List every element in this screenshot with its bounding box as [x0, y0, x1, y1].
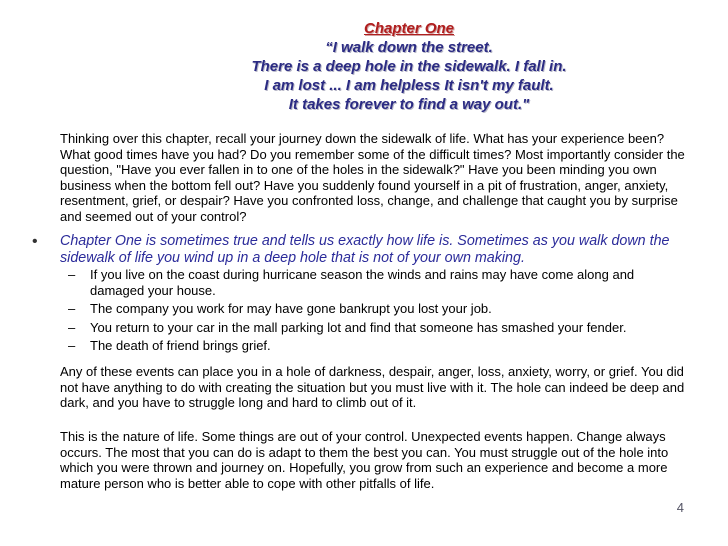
sub-list-item-text: If you live on the coast during hurricane season the winds and rains may have come along and damaged your house.	[90, 267, 635, 298]
sub-list-item	[68, 267, 688, 298]
sub-list	[68, 267, 688, 357]
bullet-text: Chapter One is sometimes true and tells us exactly how life is. Sometimes as you walk down the sidewalk of life you wind up in a deep hole that is not of your own making.	[60, 233, 670, 266]
sub-list-item-text: The company you work for may have gone bankrupt you lost your job.	[90, 301, 492, 316]
chapter-heading	[0, 19, 728, 114]
quote-line-3: I am lost ... I am helpless It isn't my fault.	[264, 77, 554, 94]
quote-line-2: There is a deep hole in the sidewalk. I fall in.	[251, 58, 567, 75]
dash-marker: –	[68, 267, 76, 282]
sub-list-item	[68, 320, 688, 336]
dash-marker: –	[68, 338, 76, 353]
quote-line-4: It takes forever to find a way out."	[288, 96, 530, 113]
chapter-title: Chapter One	[363, 20, 454, 37]
sub-list-item	[68, 338, 688, 354]
nature-paragraph: This is the nature of life. Some things are out of your control. Unexpected events happen. Change always occurs. The most that you can do is adapt to them the best you can. You must struggle out of the hole into which you were thrown and journey on. Hopefully, you grow from such an experience and become a more mature person who is better able to cope with other pitfalls of life.	[60, 429, 669, 491]
dash-marker: –	[68, 319, 76, 335]
events-paragraph: Any of these events can place you in a hole of darkness, despair, anger, loss, anxiety, worry, or grief. You did not have anything to do with creating the situation but you must live with it. The hole can indeed be deep and dark, and you have to struggle long and hard to climb out of it.	[60, 364, 685, 410]
intro-paragraph: Thinking over this chapter, recall your journey down the sidewalk of life. What has your experience been? What good times have you had? Do you remember some of the difficult times? Most importantly consider the question, "Have you ever fallen in to one of the holes in the sidewalk?" Have you been minding you own business when the bottom fell out? Have you suddenly found yourself in a pit of frustration, anger, anxiety, resentment, grief, or despair? Have you confronted loss, change, and challenge that caught you by surprise and seemed out of your control?	[60, 131, 685, 224]
sub-list-item	[68, 301, 688, 317]
dash-marker: –	[68, 301, 76, 316]
sub-list-item-text: You return to your car in the mall parking lot and find that someone has smashed your fender.	[90, 319, 627, 335]
sub-list-item-text: The death of friend brings grief.	[90, 338, 271, 353]
page-number: 4	[676, 500, 684, 515]
quote-line-1: “I walk down the street.	[325, 39, 493, 56]
bullet-marker: •	[32, 233, 38, 250]
